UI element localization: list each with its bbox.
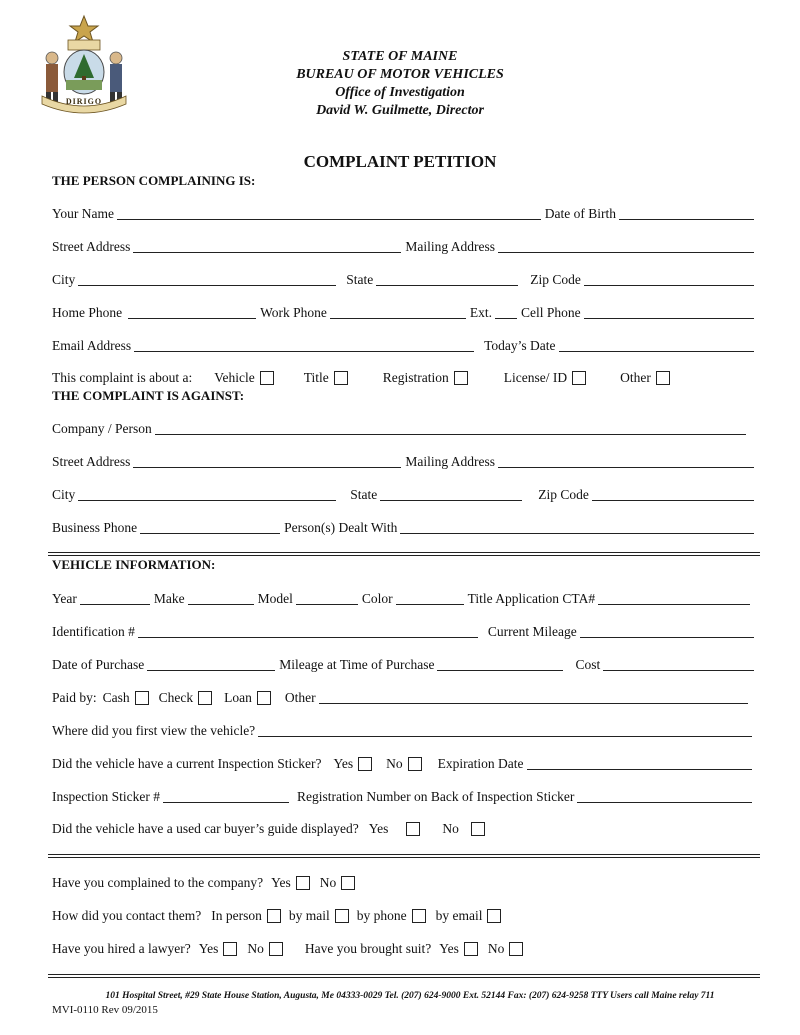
sticker-yes-checkbox[interactable] [358, 757, 372, 771]
contact-in-person[interactable] [211, 908, 281, 924]
row-paid-by [52, 687, 752, 707]
form-revision: MVI-0110 Rev 09/2015 [52, 1004, 158, 1016]
about-registration-checkbox[interactable] [454, 371, 468, 385]
cell-phone-field[interactable] [584, 304, 754, 319]
against-mailing-label: Mailing Address [405, 454, 495, 469]
section-complainant: THE PERSON COMPLAINING IS: [52, 173, 256, 188]
paid-check[interactable] [159, 690, 213, 707]
home-phone-field[interactable] [128, 304, 256, 319]
first-view-field[interactable] [258, 722, 752, 737]
make-field[interactable] [188, 590, 254, 605]
year-field[interactable] [80, 590, 150, 605]
paid-loan[interactable] [224, 690, 271, 707]
about-license-label: License/ ID [503, 370, 568, 385]
about-other[interactable] [620, 370, 670, 386]
row-complained [52, 873, 355, 893]
contact-email-checkbox[interactable] [487, 909, 501, 923]
against-state-field[interactable] [380, 486, 522, 501]
paid-cash-checkbox[interactable] [135, 691, 149, 705]
email-field[interactable] [134, 337, 474, 352]
paid-other-label: Other [284, 690, 316, 705]
work-phone-label: Work Phone [260, 305, 327, 320]
row-lawyer-suit [52, 939, 523, 959]
ext-field[interactable] [495, 304, 517, 319]
row-vehicle-basic [52, 588, 754, 608]
mileage-field[interactable] [580, 623, 754, 638]
section-divider-3 [48, 974, 760, 978]
ident-label: Identification # [52, 624, 135, 639]
guide-no-checkbox[interactable] [471, 822, 485, 836]
contact-phone-checkbox[interactable] [412, 909, 426, 923]
row-against-city [52, 484, 758, 504]
paid-check-label: Check [158, 690, 194, 705]
against-zip-label: Zip Code [538, 487, 589, 502]
purchase-date-label: Date of Purchase [52, 657, 145, 672]
row-sticker-number [52, 786, 756, 806]
row-sticker [52, 753, 756, 773]
row-against-street [52, 451, 758, 471]
street-label: Street Address [52, 239, 131, 254]
cost-field[interactable] [603, 656, 754, 671]
guide-yes-label: Yes [368, 821, 389, 836]
business-phone-field[interactable] [140, 519, 280, 534]
suit-no-checkbox[interactable] [509, 942, 523, 956]
complained-no-label: No [319, 875, 337, 890]
zip-label: Zip Code [530, 272, 581, 287]
contact-question: How did you contact them? [52, 908, 202, 923]
year-label: Year [52, 591, 77, 606]
cost-label: Cost [575, 657, 601, 672]
about-other-checkbox[interactable] [656, 371, 670, 385]
sticker-no-label: No [386, 756, 403, 771]
lawyer-yes[interactable] [199, 941, 238, 957]
row-identification [52, 621, 758, 641]
lawyer-no-checkbox[interactable] [269, 942, 283, 956]
contact-mail[interactable] [289, 908, 349, 924]
guide-yes-checkbox[interactable] [406, 822, 420, 836]
ext-label: Ext. [469, 305, 493, 320]
guide-no-label: No [442, 821, 459, 836]
row-city-state-zip [52, 269, 758, 289]
contact-email[interactable] [436, 908, 502, 924]
dob-field[interactable] [619, 205, 754, 220]
today-date-label: Today’s Date [484, 338, 556, 353]
sticker-number-field[interactable] [163, 788, 289, 803]
against-street-label: Street Address [52, 454, 131, 469]
row-name-dob [52, 203, 758, 223]
first-view-label: Where did you first view the vehicle? [52, 723, 256, 738]
about-license[interactable] [504, 370, 586, 386]
about-registration[interactable] [383, 370, 468, 386]
dealt-with-field[interactable] [400, 519, 754, 534]
sticker-no[interactable] [386, 756, 422, 773]
contact-mail-label: by mail [288, 908, 330, 923]
paid-cash[interactable] [103, 690, 149, 707]
zip-field[interactable] [584, 271, 754, 286]
row-email-date [52, 335, 758, 355]
complained-no[interactable] [320, 875, 356, 891]
reg-number-field[interactable] [577, 788, 752, 803]
mileage-purchase-field[interactable] [437, 656, 563, 671]
paid-by-label: Paid by: [52, 690, 97, 705]
complained-question: Have you complained to the company? [52, 875, 264, 890]
about-registration-label: Registration [382, 370, 449, 385]
dob-label: Date of Birth [544, 206, 616, 221]
about-vehicle[interactable] [214, 370, 273, 386]
mailing-label: Mailing Address [405, 239, 495, 254]
contact-phone-label: by phone [356, 908, 407, 923]
suit-yes-checkbox[interactable] [464, 942, 478, 956]
suit-yes[interactable] [439, 941, 478, 957]
paid-loan-checkbox[interactable] [257, 691, 271, 705]
about-vehicle-label: Vehicle [214, 370, 255, 385]
suit-no-label: No [487, 941, 505, 956]
header-state: STATE OF MAINE [342, 49, 458, 64]
against-zip-field[interactable] [592, 486, 754, 501]
mileage-label: Current Mileage [487, 624, 577, 639]
about-other-label: Other [620, 370, 651, 385]
company-field[interactable] [155, 420, 746, 435]
model-label: Model [257, 591, 293, 606]
color-label: Color [361, 591, 393, 606]
mileage-purchase-label: Mileage at Time of Purchase [279, 657, 435, 672]
street-field[interactable] [133, 238, 401, 253]
section-divider-1 [48, 552, 760, 556]
against-street-field[interactable] [133, 453, 401, 468]
contact-in-person-label: In person [211, 908, 262, 923]
against-state-label: State [350, 487, 378, 502]
dealt-with-label: Person(s) Dealt With [284, 520, 398, 535]
model-field[interactable] [296, 590, 358, 605]
business-phone-label: Business Phone [52, 520, 138, 535]
header-bureau: BUREAU OF MOTOR VEHICLES [296, 67, 504, 82]
lawyer-no[interactable] [247, 941, 283, 957]
guide-no[interactable] [442, 821, 485, 837]
row-buyers-guide [52, 819, 485, 839]
complained-yes-label: Yes [271, 875, 291, 890]
work-phone-field[interactable] [330, 304, 466, 319]
sticker-yes[interactable] [334, 756, 373, 773]
guide-question: Did the vehicle have a used car buyer’s guide displayed? [52, 821, 359, 836]
lawyer-yes-checkbox[interactable] [223, 942, 237, 956]
contact-mail-checkbox[interactable] [335, 909, 349, 923]
about-license-checkbox[interactable] [572, 371, 586, 385]
footer-address: 101 Hospital Street, #29 State House Station, Augusta, Me 04333-0029 Tel. (207) 624-9000 Ext. 52144 Fax: (207) 624-9258 TTY Users call Maine relay 711 [105, 991, 715, 1001]
paid-other-field[interactable] [319, 689, 748, 704]
row-complaint-about [52, 368, 732, 388]
today-date-field[interactable] [559, 337, 754, 352]
sticker-no-checkbox[interactable] [408, 757, 422, 771]
mailing-field[interactable] [498, 238, 754, 253]
row-contact-method [52, 906, 501, 926]
about-title[interactable] [304, 370, 348, 386]
header-director: David W. Guilmette, Director [316, 103, 484, 118]
seal-banner-text: DIRIGO [65, 97, 103, 106]
sticker-number-label: Inspection Sticker # [52, 789, 160, 804]
row-company [52, 418, 750, 438]
row-street-mailing [52, 236, 758, 256]
header-office: Office of Investigation [335, 85, 465, 100]
suit-question: Have you brought suit? [304, 941, 432, 956]
guide-yes[interactable] [369, 821, 421, 837]
section-against: THE COMPLAINT IS AGAINST: [52, 388, 245, 403]
email-label: Email Address [52, 338, 132, 353]
reg-number-label: Registration Number on Back of Inspection Sticker [296, 789, 575, 804]
sticker-yes-label: Yes [333, 756, 354, 771]
expiration-field[interactable] [527, 755, 752, 770]
about-title-checkbox[interactable] [334, 371, 348, 385]
your-name-field[interactable] [117, 205, 541, 220]
about-vehicle-checkbox[interactable] [260, 371, 274, 385]
row-purchase [52, 654, 758, 674]
complained-no-checkbox[interactable] [341, 876, 355, 890]
title-app-field[interactable] [598, 590, 750, 605]
city-label: City [52, 272, 76, 287]
section-divider-2 [48, 854, 760, 858]
contact-in-person-checkbox[interactable] [267, 909, 281, 923]
lawyer-question: Have you hired a lawyer? [52, 941, 191, 956]
about-label: This complaint is about a: [52, 370, 193, 385]
row-first-view [52, 720, 756, 740]
complained-yes-checkbox[interactable] [296, 876, 310, 890]
city-field[interactable] [78, 271, 336, 286]
against-city-field[interactable] [78, 486, 336, 501]
about-title-label: Title [303, 370, 329, 385]
purchase-date-field[interactable] [147, 656, 275, 671]
row-phones [52, 302, 758, 322]
cell-phone-label: Cell Phone [521, 305, 581, 320]
home-phone-label: Home Phone [52, 305, 123, 320]
make-label: Make [153, 591, 185, 606]
contact-email-label: by email [435, 908, 483, 923]
suit-no[interactable] [488, 941, 524, 957]
expiration-label: Expiration Date [437, 756, 524, 771]
color-field[interactable] [396, 590, 464, 605]
lawyer-yes-label: Yes [198, 941, 219, 956]
page-title: COMPLAINT PETITION [303, 152, 497, 171]
ident-field[interactable] [138, 623, 478, 638]
against-city-label: City [52, 487, 76, 502]
your-name-label: Your Name [52, 206, 115, 221]
paid-check-checkbox[interactable] [198, 691, 212, 705]
paid-cash-label: Cash [102, 690, 130, 705]
paid-loan-label: Loan [224, 690, 252, 705]
suit-yes-label: Yes [439, 941, 459, 956]
state-field[interactable] [376, 271, 518, 286]
title-app-label: Title Application CTA# [467, 591, 596, 606]
against-mailing-field[interactable] [498, 453, 754, 468]
complained-yes[interactable] [271, 875, 310, 891]
lawyer-no-label: No [247, 941, 264, 956]
row-business-phone [52, 517, 758, 537]
section-vehicle: VEHICLE INFORMATION: [52, 557, 216, 572]
state-label: State [346, 272, 374, 287]
company-label: Company / Person [52, 421, 152, 436]
contact-phone[interactable] [357, 908, 426, 924]
sticker-question: Did the vehicle have a current Inspection Sticker? [52, 756, 322, 771]
